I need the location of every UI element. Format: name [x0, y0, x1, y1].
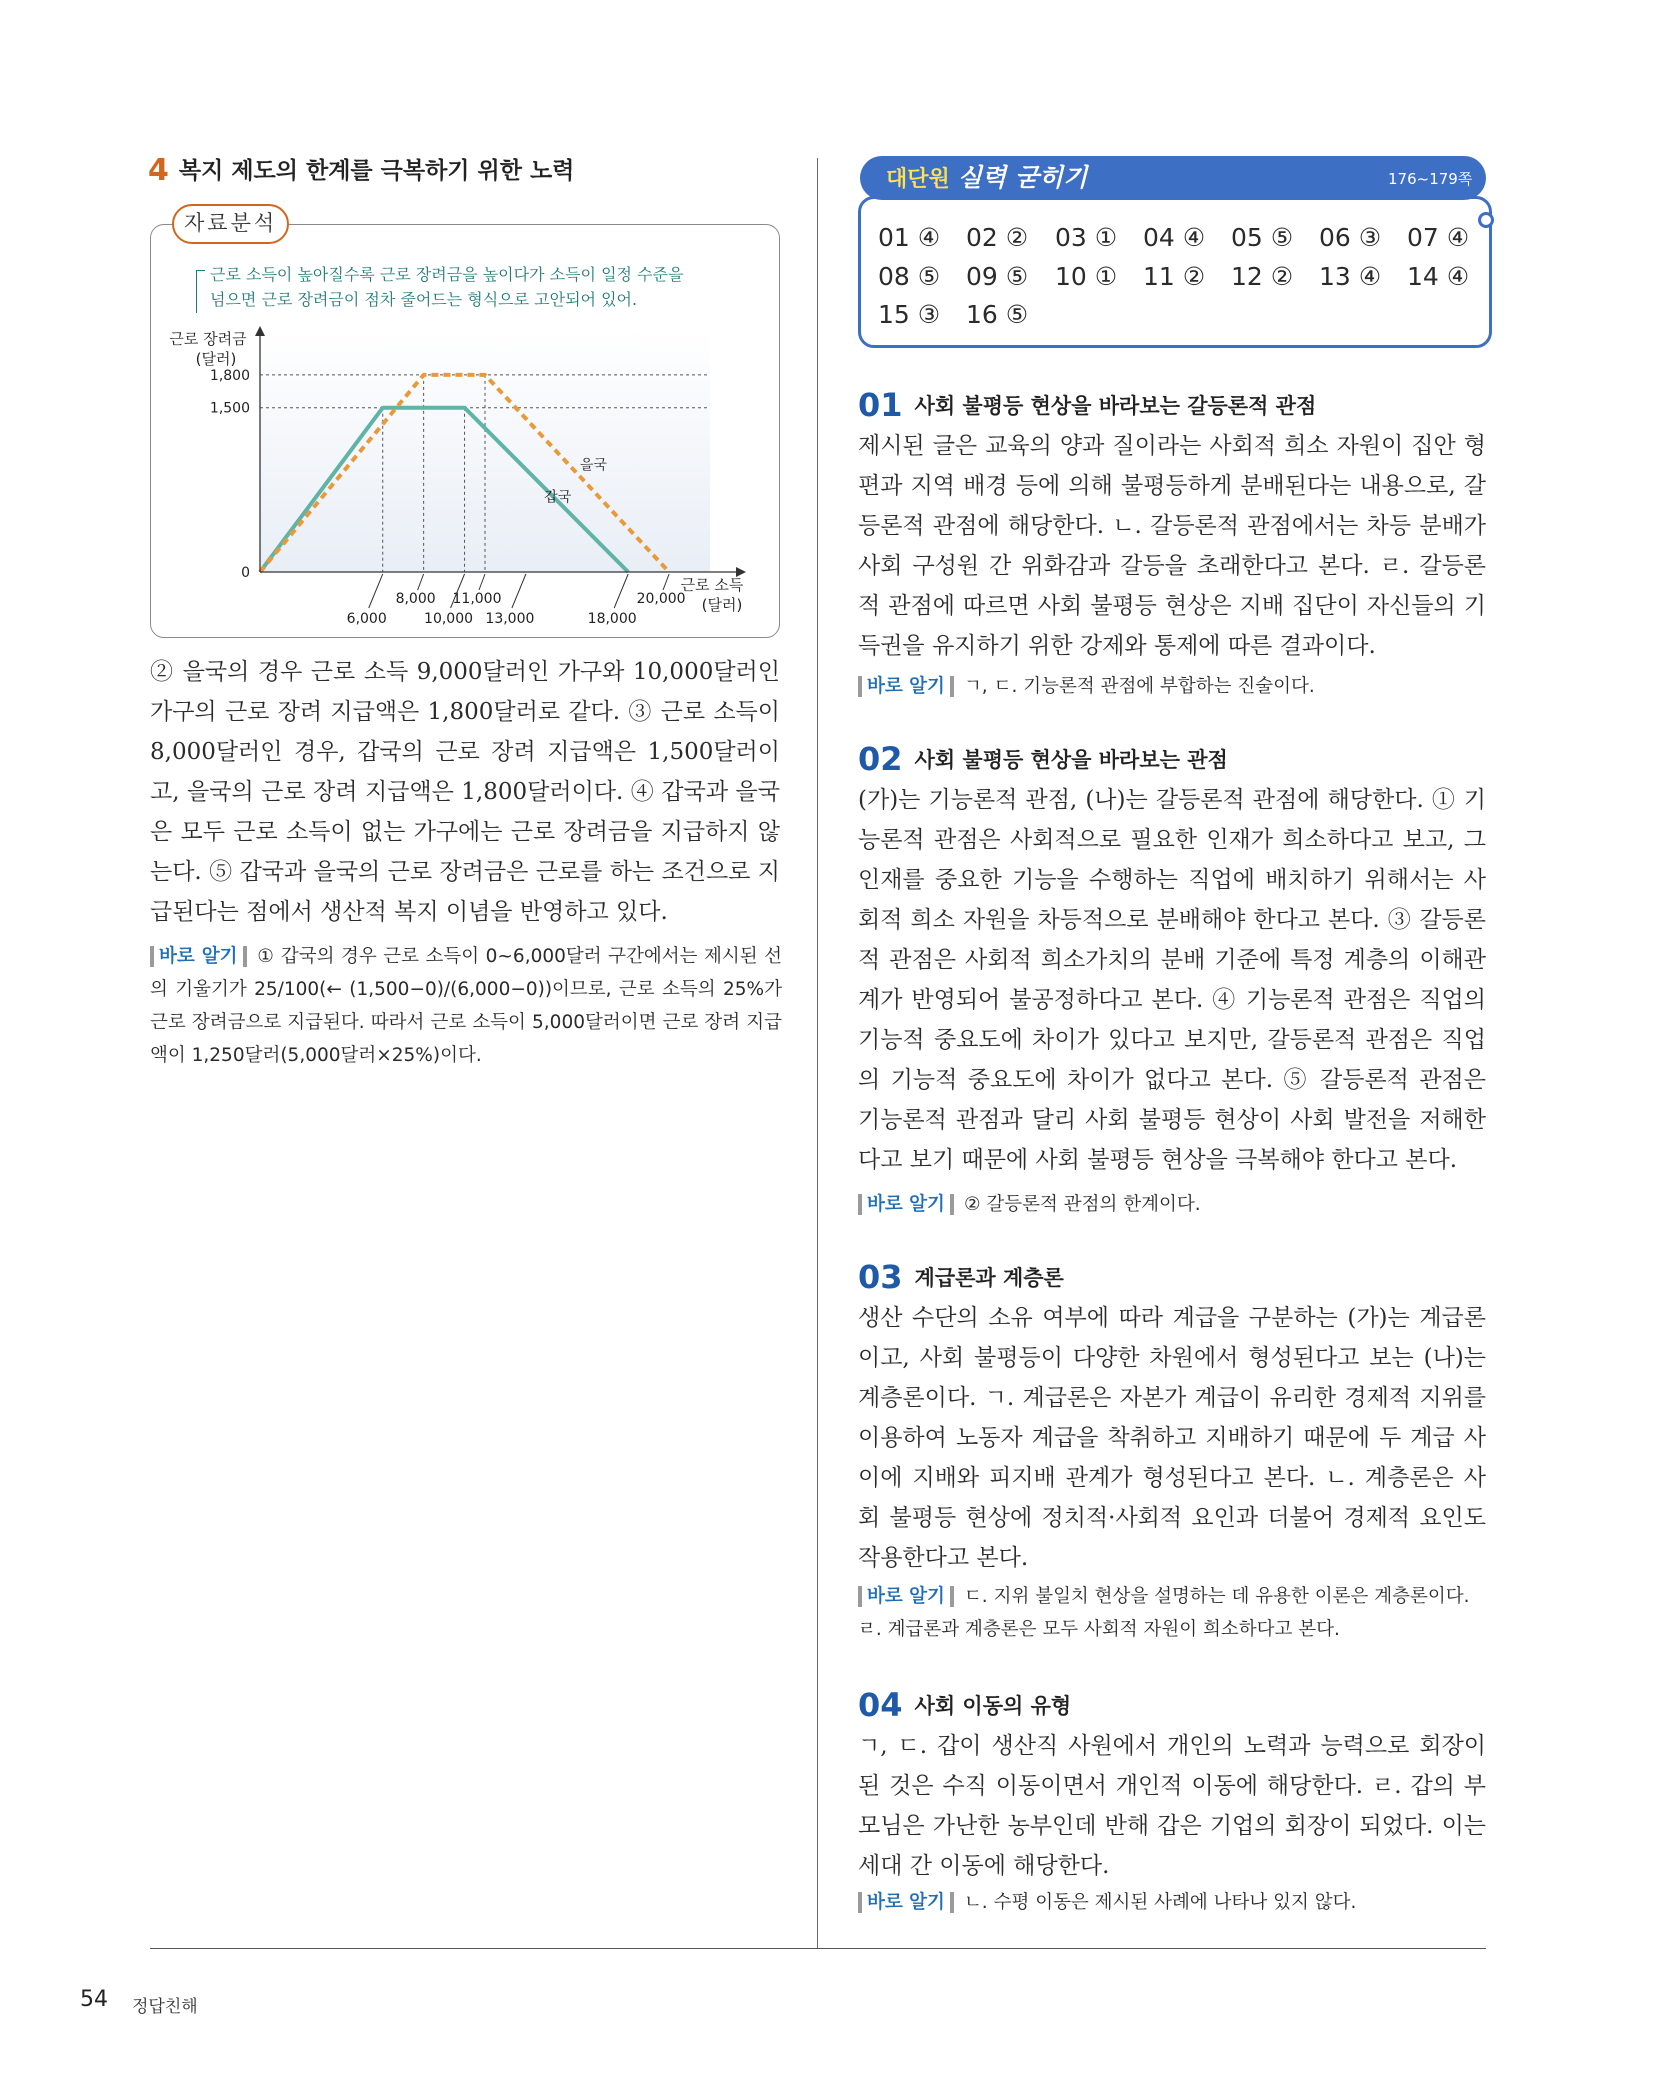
x-tick-label: 20,000	[636, 591, 686, 607]
answer-item: 07 ④	[1407, 223, 1470, 252]
baro-label: 바로 알기	[858, 1892, 954, 1913]
baro-label: 바로 알기	[150, 946, 247, 967]
question-baro-note	[858, 1580, 1486, 1646]
x-tick-label: 10,000	[424, 611, 474, 627]
question-number: 01	[858, 386, 903, 424]
baro-text: ㄷ. 지위 불일치 현상을 설명하는 데 유용한 이론은 계층론이다. ㄹ. 계급론과 계층론은 모두 사회적 자원이 희소하다고 본다.	[858, 1586, 1470, 1640]
answer-box-ring	[1478, 212, 1494, 228]
analysis-note-line: 넘으면 근로 장려금이 점차 줄어드는 형식으로 고안되어 있어.	[210, 290, 638, 309]
x-tick-leader	[418, 574, 424, 590]
answer-item: 13 ④	[1319, 262, 1382, 291]
x-tick-leader	[369, 574, 383, 608]
x-tick-label: 6,000	[346, 611, 387, 627]
question-heading	[858, 1686, 1071, 1724]
answer-box-title-sub: 실력 굳히기	[957, 163, 1088, 192]
question-number: 04	[858, 1686, 903, 1724]
answer-item: 09 ⑤	[966, 262, 1029, 291]
y-tick-label: 1,500	[209, 400, 250, 417]
question-baro-note	[858, 1886, 1486, 1919]
question-title: 사회 불평등 현상을 바라보는 갈등론적 관점	[914, 394, 1317, 418]
baro-text: ㄱ, ㄷ. 기능론적 관점에 부합하는 진술이다.	[963, 676, 1315, 697]
question-heading	[858, 386, 1316, 424]
answer-item: 06 ③	[1319, 223, 1382, 252]
x-tick-label: 18,000	[587, 611, 637, 627]
answer-item: 01 ④	[878, 223, 941, 252]
answer-item: 15 ③	[878, 300, 941, 329]
column-divider	[817, 158, 818, 1948]
left-explanation: ② 을국의 경우 근로 소득 9,000달러인 가구와 10,000달러인 가구의 근로 장려 지급액은 1,800달러로 같다. ③ 근로 소득이 8,000달러인 경우, 갑국의 근로 장려 지급액은 1,500달러이고, 을국의 근로 장려 지급액은 1,800달러이다. ④ 갑국과 을국은 모두 근로 소득이 없는 가구에는 근로 장려금을 지급하지 않는다. ⑤ 갑국과 을국의 근로 장려금은 근로를 하는 조건으로 지급된다는 점에서 생산적 복지 이념을 반영하고 있다.	[150, 659, 780, 925]
answer-item: 16 ⑤	[966, 300, 1029, 329]
y-axis-label: 근로 장려금	[169, 330, 247, 348]
plot-area	[260, 330, 710, 572]
question-title: 사회 이동의 유형	[914, 1694, 1072, 1718]
series-label: 을국	[579, 457, 607, 474]
question-explanation: (가)는 기능론적 관점, (나)는 갈등론적 관점에 해당한다. ① 기능론적 관점은 사회적으로 필요한 인재가 희소하다고 보고, 그 인재를 중요한 기능을 수행하는 직업에 배치하기 위해서는 사회적 희소 자원을 차등적으로 분배해야 한다고 본다. ③ 갈등론적 관점은 사회적 희소가치의 분배 기준에 특정 계층의 이해관계가 반영되어 불공정하다고 본다. ④ 기능론적 관점은 직업의 기능적 중요도에 차이가 있다고 보지만, 갈등론적 관점은 직업의 기능적 중요도에 차이가 없다고 본다. ⑤ 갈등론적 관점은 기능론적 관점과 달리 사회 불평등 현상이 사회 발전을 저해한다고 보기 때문에 사회 불평등 현상을 극복해야 한다고 본다.	[858, 787, 1486, 1173]
answer-item: 04 ④	[1143, 223, 1206, 252]
answer-item: 12 ②	[1231, 262, 1294, 291]
answer-item: 03 ①	[1055, 223, 1118, 252]
answer-item: 14 ④	[1407, 262, 1470, 291]
question-explanation: 생산 수단의 소유 여부에 따라 계급을 구분하는 (가)는 계급론이고, 사회 불평등이 다양한 차원에서 형성된다고 보는 (나)는 계층론이다. ㄱ. 계급론은 자본가 계급이 유리한 경제적 지위를 이용하여 노동자 계급을 착취하고 지배하기 때문에 두 계급 사이에 지배와 피지배 관계가 형성된다고 본다. ㄴ. 계층론은 사회 불평등 현상에 정치적·사회적 요인과 더불어 경제적 요인도 작용한다고 본다.	[858, 1305, 1486, 1571]
section-title-text: 복지 제도의 한계를 극복하기 위한 노력	[178, 158, 575, 184]
question-number: 02	[858, 740, 903, 778]
question-heading	[858, 1258, 1064, 1296]
baro-label: 바로 알기	[858, 1586, 954, 1607]
answer-item: 11 ②	[1143, 262, 1206, 291]
question-explanation: ㄱ, ㄷ. 갑이 생산직 사원에서 개인의 노력과 능력으로 회장이 된 것은 수직 이동이면서 개인적 이동에 해당한다. ㄹ. 갑의 부모님은 가난한 농부인데 반해 갑은 기업의 회장이 되었다. 이는 세대 간 이동에 해당한다.	[858, 1733, 1486, 1879]
x-tick-label: 8,000	[395, 591, 436, 607]
baro-text: ① 갑국의 경우 근로 소득이 0~6,000달러 구간에서는 제시된 선의 기울기가 25/100(← (1,500−0)/(6,000−0))이므로, 근로 소득의 25%가 근로 장려금으로 지급된다. 따라서 근로 소득이 5,000달러이면 근로 장려 지급액이 1,250달러(5,000달러×25%)이다.	[150, 946, 782, 1066]
section-4-title	[148, 152, 574, 188]
work-incentive-chart	[160, 318, 768, 628]
baro-label: 바로 알기	[858, 676, 954, 697]
analysis-note-line: 근로 소득이 높아질수록 근로 장려금을 높이다가 소득이 일정 수준을	[210, 265, 684, 284]
x-axis-label: 근로 소득	[680, 576, 744, 594]
note-bracket	[196, 270, 205, 313]
x-tick-label: 11,000	[452, 591, 502, 607]
question-explanation: 제시된 글은 교육의 양과 질이라는 사회적 희소 자원이 집안 형편과 지역 배경 등에 의해 불평등하게 분배된다는 내용으로, 갈등론적 관점에 해당한다. ㄴ. 갈등론적 관점에서는 차등 분배가 사회 구성원 간 위화감과 갈등을 초래한다고 본다. ㄹ. 갈등론적 관점에 따르면 사회 불평등 현상은 지배 집단이 자신들의 기득권을 유지하기 위한 강제와 통제에 따른 결과이다.	[858, 433, 1486, 659]
question-heading	[858, 740, 1228, 778]
baro-label: 바로 알기	[858, 1194, 954, 1215]
x-axis-unit: (달러)	[701, 596, 743, 614]
answer-item: 08 ⑤	[878, 262, 941, 291]
baro-text: ㄴ. 수평 이동은 제시된 사례에 나타나 있지 않다.	[963, 1892, 1357, 1913]
question-title: 사회 불평등 현상을 바라보는 관점	[914, 748, 1228, 772]
x-tick-leader	[614, 574, 628, 608]
left-baro-note	[150, 940, 782, 1072]
y-axis-unit: (달러)	[195, 350, 237, 368]
footer-rule	[150, 1948, 1486, 1949]
x-tick-label: 13,000	[485, 611, 535, 627]
analysis-note	[210, 262, 770, 312]
series-label: 갑국	[544, 489, 572, 506]
question-baro-note	[858, 670, 1486, 703]
answer-box-pages: 176~179쪽	[1388, 170, 1473, 188]
answer-item: 02 ②	[966, 223, 1029, 252]
data-analysis-tag: 자료분석	[172, 204, 289, 244]
y-tick-label: 0	[241, 565, 250, 581]
x-tick-leader	[663, 574, 669, 590]
x-tick-leader	[512, 574, 526, 608]
question-number: 03	[858, 1258, 903, 1296]
x-tick-leader	[479, 574, 485, 590]
section-number: 4	[148, 153, 169, 188]
y-tick-label: 1,800	[209, 367, 250, 384]
question-title: 계급론과 계층론	[914, 1266, 1064, 1290]
answer-box-title	[886, 160, 1087, 198]
answer-box-title-main: 대단원	[886, 167, 950, 192]
baro-text: ② 갈등론적 관점의 한계이다.	[963, 1194, 1201, 1215]
answer-item: 10 ①	[1055, 262, 1118, 291]
answer-item: 05 ⑤	[1231, 223, 1294, 252]
page-label: 정답친해	[132, 1997, 198, 2017]
page-number: 54	[80, 1987, 108, 2012]
question-baro-note	[858, 1188, 1486, 1221]
